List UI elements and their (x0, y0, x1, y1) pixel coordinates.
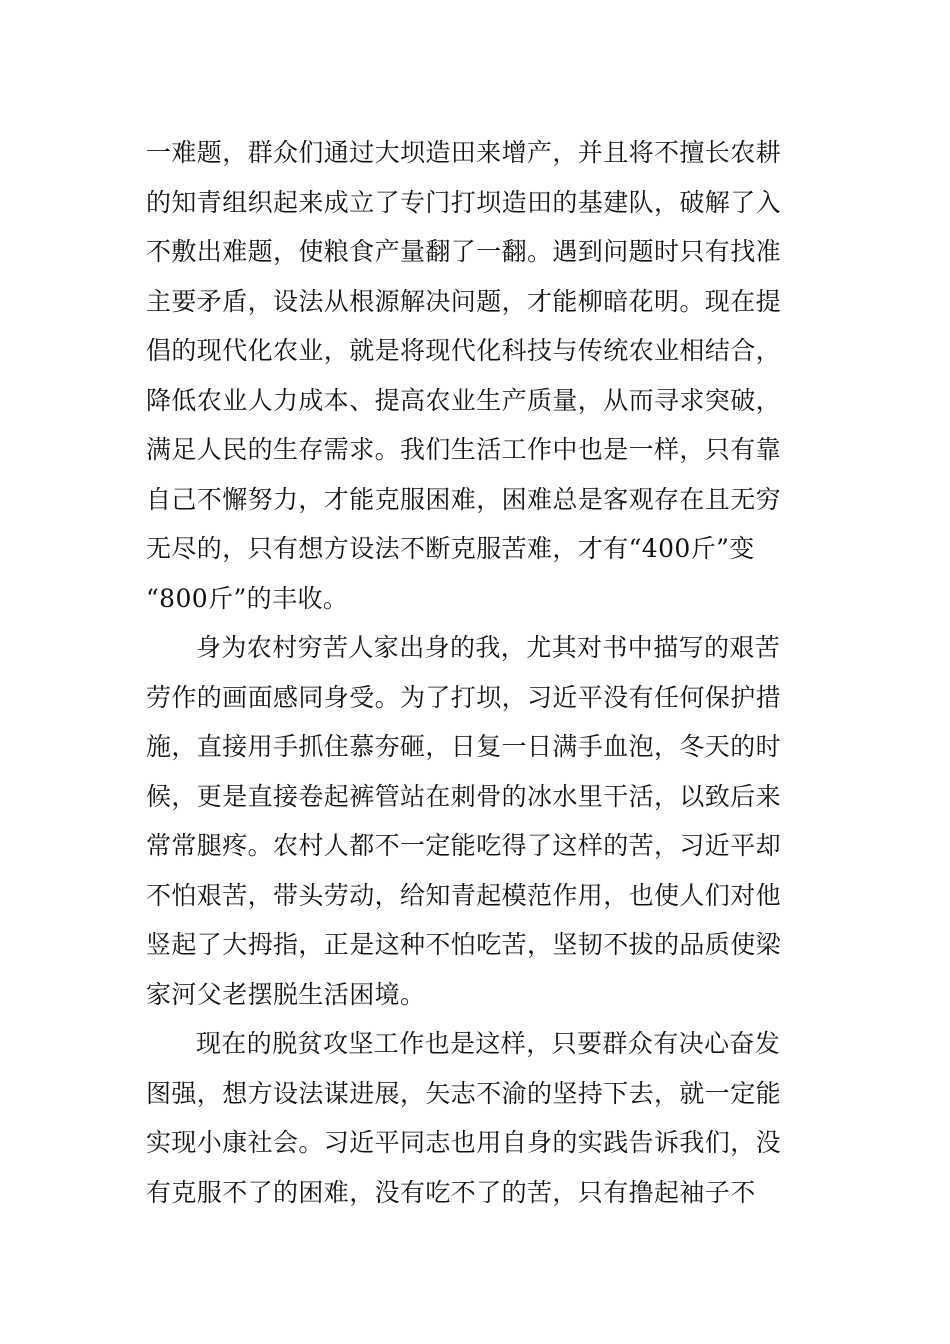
text-line: 现在的脱贫攻坚工作也是这样，只要群众有决心奋发 (196, 1029, 781, 1058)
text-line: 自己不懈努力，才能克服困难，困难总是客观存在且无穷 (146, 484, 782, 514)
text-line: 身为农村穷苦人家出身的我，尤其对书中描写的艰苦 (196, 633, 781, 662)
paragraph (146, 1019, 810, 1217)
text-line: 不敷出难题，使粮食产量翻了一翻。遇到问题时只有找准 (146, 237, 782, 266)
text-line: 一难题，群众们通过大坝造田来增产，并且将不擅长农耕 (146, 138, 782, 167)
body-text (146, 128, 810, 1217)
text-line: 满足人民的生存需求。我们生活工作中也是一样，只有靠 (146, 435, 782, 464)
text-line: 降低农业人力成本、提高农业生产质量，从而寻求突破， (146, 385, 782, 415)
text-line: 竖起了大拇指，正是这种不怕吃苦，坚韧不拔的品质使梁 (146, 930, 782, 959)
text-line: 倡的现代化农业，就是将现代化科技与传统农业相结合， (146, 336, 782, 365)
text-line: 劳作的画面感同身受。为了打坝，习近平没有任何保护措 (146, 682, 782, 712)
text-line: 实现小康社会。习近平同志也用自身的实践告诉我们，没 (146, 1128, 782, 1157)
text-line: 候，更是直接卷起裤管站在刺骨的冰水里干活，以致后来 (146, 781, 782, 811)
text-line: 的知青组织起来成立了专门打坝造田的基建队，破解了入 (146, 187, 782, 217)
text-line: “800斤”的丰收。 (146, 583, 349, 613)
text-line: 图强，想方设法谋进展，矢志不渝的坚持下去，就一定能 (146, 1078, 782, 1108)
text-line: 有克服不了的困难，没有吃不了的苦，只有撸起袖子不 (146, 1177, 756, 1207)
text-line: 无尽的，只有想方设法不断克服苦难，才有“400斤”变 (146, 534, 755, 563)
paragraph (146, 623, 810, 1019)
paragraph (146, 128, 810, 623)
text-line: 主要矛盾，设法从根源解决问题，才能柳暗花明。现在提 (146, 286, 782, 316)
text-line: 不怕艰苦，带头劳动，给知青起模范作用，也使人们对他 (146, 880, 782, 910)
text-line: 施，直接用手抓住慕夯砸，日复一日满手血泡，冬天的时 (146, 732, 782, 761)
text-line: 家河父老摆脱生活困境。 (146, 979, 426, 1009)
text-line: 常常腿疼。农村人都不一定能吃得了这样的苦，习近平却 (146, 831, 782, 860)
